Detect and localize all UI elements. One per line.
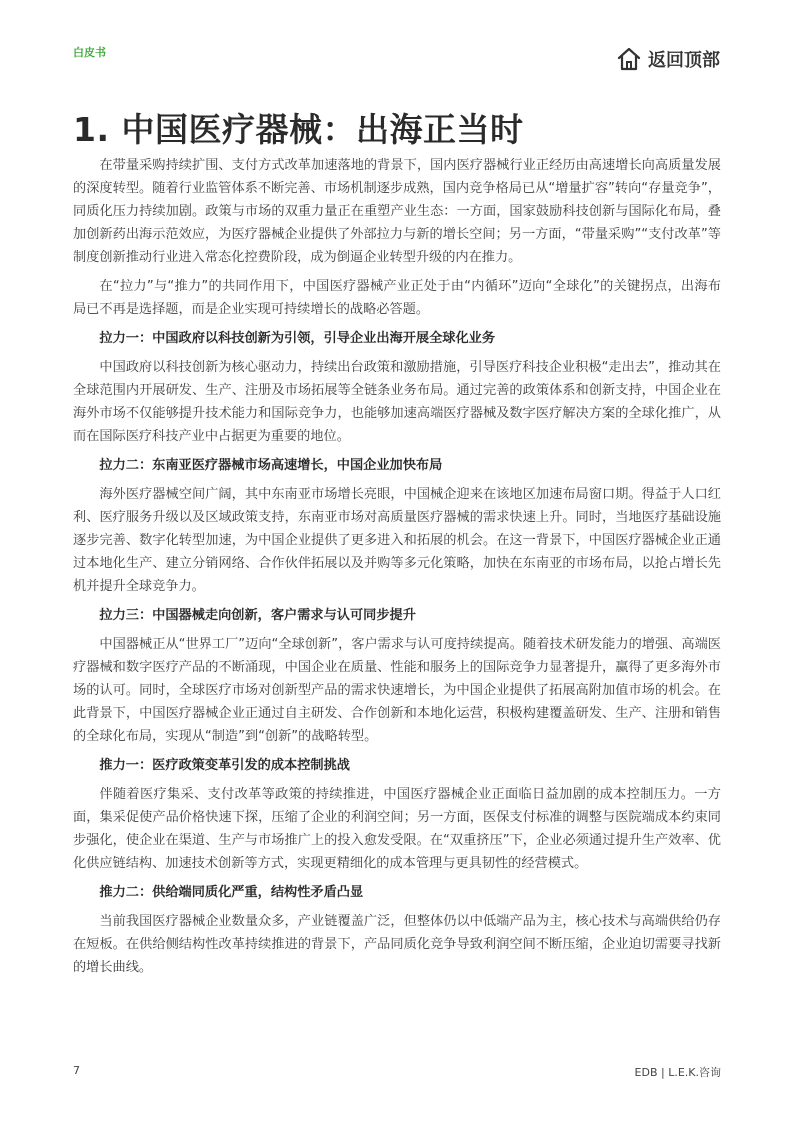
paragraph: 伴随着医疗集采、支付改革等政策的持续推进，中国医疗器械企业正面临日益加剧的成本控制压力。一方面，集采促使产品价格快速下探，压缩了企业的利润空间；另一方面，医保支付标准的调整与医院端成本约束同步强化，使企业在渠道、生产与市场推广上的投入愈发受限。在“双重挤压”下，企业必须通过提升生产效率、优化供应链结构、加速技术创新等方式，实现更精细化的成本管理与更具韧性的经营模式。 xyxy=(73,787,721,871)
paragraph: 在带量采购持续扩围、支付方式改革加速落地的背景下，国内医疗器械行业正经历由高速增长向高质量发展的深度转型。随着行业监管体系不断完善、市场机制逐步成熟，国内竞争格局已从“增量扩容”转向“存量竞争”，同质化压力持续加剧。政策与市场的双重力量正在重塑产业生态：一方面，国家鼓励科技创新与国际化布局，叠加创新药出海示范效应，为医疗器械企业提供了外部拉力与新的增长空间；另一方面，“带量采购”“支付改革”等制度创新推动行业进入常态化控费阶段，成为倒逼企业转型升级的内在推力。 xyxy=(73,158,721,265)
section-heading: 推力一：医疗政策变革引发的成本控制挑战 xyxy=(99,758,350,773)
paragraph: 中国政府以科技创新为核心驱动力，持续出台政策和激励措施，引导医疗科技企业积极“走出去”，推动其在全球范围内开展研发、生产、注册及市场拓展等全链条业务布局。通过完善的政策体系和创新支持，中国企业在海外市场不仅能够提升技术能力和国际竞争力，也能够加速高端医疗器械及数字医疗解决方案的全球化推广，从而在国际医疗科技产业中占据更为重要的地位。 xyxy=(73,360,721,444)
section-heading: 拉力一：中国政府以科技创新为引领，引导企业出海开展全球化业务 xyxy=(99,331,496,346)
section-heading: 推力二：供给端同质化严重，结构性矛盾凸显 xyxy=(99,885,364,900)
paragraph: 中国器械正从“世界工厂”迈向“全球创新”，客户需求与认可度持续提高。随着技术研发能力的增强、高端医疗器械和数字医疗产品的不断涌现，中国企业在质量、性能和服务上的国际竞争力显著提升，赢得了更多海外市场的认可。同时，全球医疗市场对创新型产品的需求快速增长，为中国企业提供了拓展高附加值市场的机会。在此背景下，中国医疗器械企业正通过自主研发、合作创新和本地化运营，积极构建覆盖研发、生产、注册和销售的全球化布局，实现从“制造”到“创新”的战略转型。 xyxy=(73,637,721,744)
back-to-top-button[interactable] xyxy=(616,44,720,74)
document-type-label: 白皮书 xyxy=(73,46,106,59)
paragraph: 在“拉力”与“推力”的共同作用下，中国医疗器械产业正处于由“内循环”迈向“全球化”的关键拐点，出海布局已不再是选择题，而是企业实现可持续增长的战略必答题。 xyxy=(73,279,721,317)
paragraph: 当前我国医疗器械企业数量众多，产业链覆盖广泛，但整体仍以中低端产品为主，核心技术与高端供给仍存在短板。在供给侧结构性改革持续推进的背景下，产品同质化竞争导致利润空间不断压缩，企业迫切需要寻找新的增长曲线。 xyxy=(73,914,721,975)
footer-brand: EDB | L.E.K.咨询 xyxy=(634,1066,721,1079)
paragraph: 海外医疗器械空间广阔，其中东南亚市场增长亮眼，中国械企迎来在该地区加速布局窗口期。得益于人口红利、医疗服务升级以及区域政策支持，东南亚市场对高质量医疗器械的需求快速上升。同时，当地医疗基础设施逐步完善、数字化转型加速，为中国企业提供了更多进入和拓展的机会。在这一背景下，中国医疗器械企业正通过本地化生产、建立分销网络、合作伙伴拓展以及并购等多元化策略，加快在东南亚的市场布局，以抢占增长先机并提升全球竞争力。 xyxy=(73,487,721,594)
body-content xyxy=(73,154,721,985)
section-heading: 拉力三：中国器械走向创新，客户需求与认可同步提升 xyxy=(99,608,416,623)
page-title: 1. 中国医疗器械：出海正当时 xyxy=(73,110,524,149)
page-number: 7 xyxy=(73,1064,80,1077)
back-to-top-label: 返回顶部 xyxy=(648,50,720,71)
home-icon xyxy=(616,46,642,72)
section-heading: 拉力二：东南亚医疗器械市场高速增长，中国企业加快布局 xyxy=(99,458,443,473)
